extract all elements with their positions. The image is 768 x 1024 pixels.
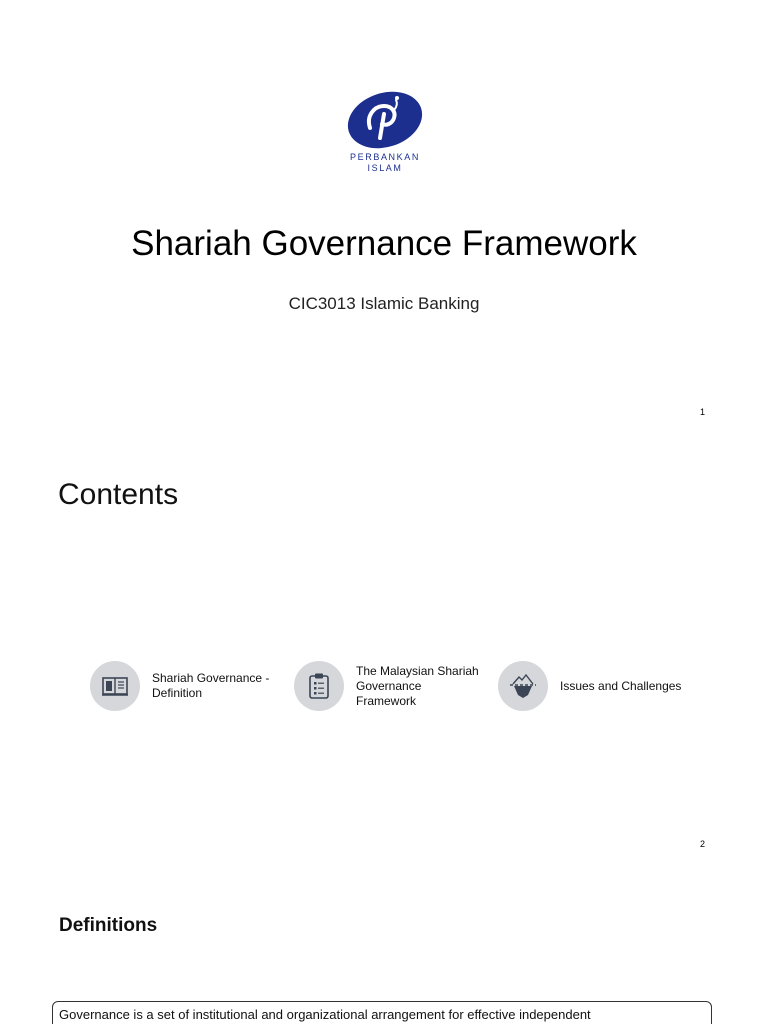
- definitions-title: Definitions: [59, 915, 158, 936]
- iceberg-icon: [509, 673, 537, 699]
- contents-item-label: Issues and Challenges: [560, 678, 682, 693]
- item-icon-circle: [498, 661, 548, 711]
- book-icon: [101, 675, 129, 697]
- item-icon-circle: [90, 661, 140, 711]
- page-number-2: 2: [700, 839, 706, 849]
- logo-text-line-1: PERBANKAN: [350, 152, 420, 162]
- definition-text: Governance is a set of institutional and organizational arrangement for effective independent: [59, 1007, 591, 1022]
- presentation-subtitle: CIC3013 Islamic Banking: [288, 294, 480, 313]
- page-number-1: 1: [700, 407, 706, 417]
- contents-title: Contents: [58, 478, 179, 511]
- logo-text-line-2: ISLAM: [367, 163, 403, 173]
- definition-box: [52, 1001, 712, 1024]
- contents-item-issues-challenges[interactable]: [498, 656, 685, 716]
- item-icon-circle: [294, 661, 344, 711]
- contents-item-definition[interactable]: [90, 656, 277, 716]
- contents-item-label: Shariah Governance - Definition: [152, 671, 270, 700]
- contents-item-label: The Malaysian Shariah Governance Framework: [356, 663, 479, 708]
- presentation-title: Shariah Governance Framework: [131, 224, 637, 263]
- clipboard-icon: [308, 672, 330, 700]
- logo-text: [330, 152, 440, 174]
- contents-item-malaysian-framework[interactable]: [294, 656, 481, 716]
